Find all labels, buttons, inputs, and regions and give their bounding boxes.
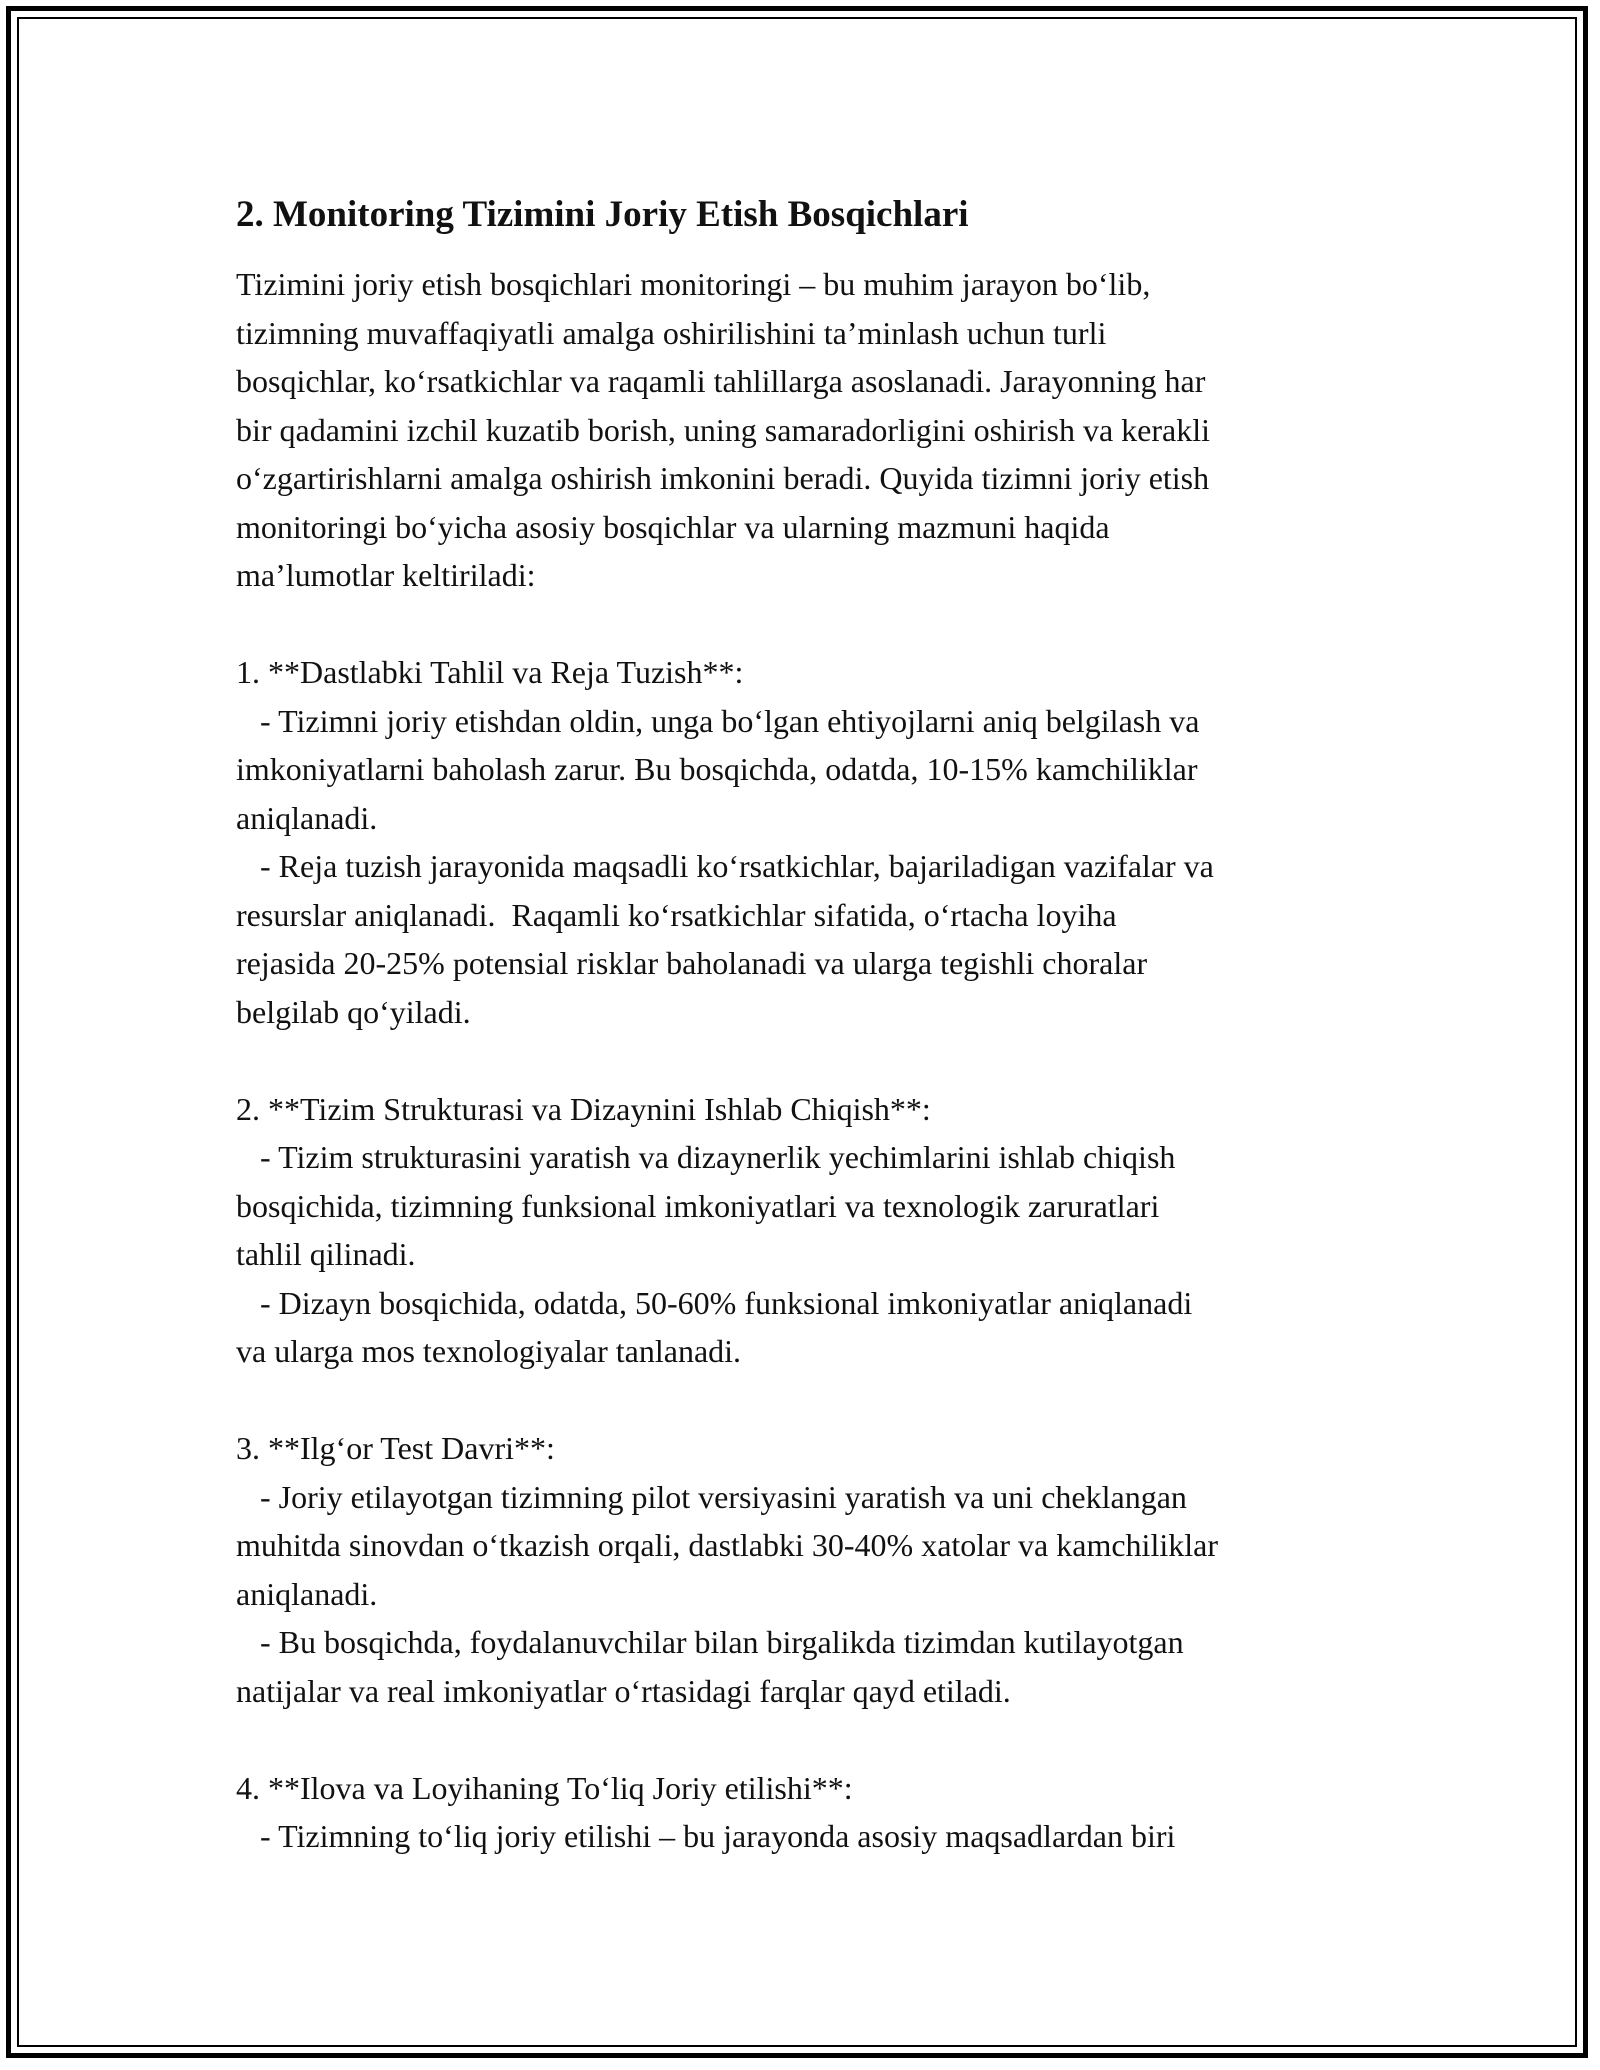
section-line: belgilab qo‘yiladi.: [236, 993, 471, 1030]
intro-line: bosqichlar, ko‘rsatkichlar va raqamli tahlillarga asoslanadi. Jarayonning har: [236, 363, 1206, 399]
section-line: - Tizimning to‘liq joriy etilishi – bu jarayonda asosiy maqsadlardan biri: [236, 1818, 1176, 1854]
intro-line: monitoringi bo‘yicha asosiy bosqichlar va ularning mazmuni haqida: [236, 508, 1110, 545]
section-line: muhitda sinovdan o‘tkazish orqali, dastlabki 30-40% xatolar va kamchiliklar: [236, 1527, 1218, 1563]
section-line: - Tizimni joriy etishdan oldin, unga bo‘lgan ehtiyojlarni aniq belgilash va: [236, 702, 1200, 739]
section-line: rejasida 20-25% potensial risklar baholanadi va ularga tegishli choralar: [236, 945, 1148, 981]
page-title: 2. Monitoring Tizimini Joriy Etish Bosqichlari: [236, 194, 969, 235]
intro-line: tizimning muvaffaqiyatli amalga oshirilishini ta’minlash uchun turli: [236, 314, 1107, 351]
section-line: aniqlanadi.: [236, 799, 378, 836]
section-line: - Tizim strukturasini yaratish va dizaynerlik yechimlarini ishlab chiqish: [236, 1139, 1176, 1175]
section-line: - Dizayn bosqichida, odatda, 50-60% funksional imkoniyatlar aniqlanadi: [236, 1284, 1193, 1321]
section-heading: 4. **Ilova va Loyihaning To‘liq Joriy etilishi**:: [236, 1769, 853, 1806]
section-line: bosqichida, tizimning funksional imkoniyatlari va texnologik zaruratlari: [236, 1187, 1160, 1224]
section-line: va ularga mos texnologiyalar tanlanadi.: [236, 1333, 742, 1369]
section-1: [236, 648, 1386, 1036]
section-line: - Joriy etilayotgan tizimning pilot versiyasini yaratish va uni cheklangan: [236, 1478, 1187, 1515]
section-2: [236, 1085, 1386, 1376]
section-line: - Reja tuzish jarayonida maqsadli ko‘rsatkichlar, bajariladigan vazifalar va: [236, 848, 1214, 884]
intro-line: bir qadamini izchil kuzatib borish, uning samaradorligini oshirish va kerakli: [236, 411, 1210, 448]
intro-line: Tizimini joriy etish bosqichlari monitoringi – bu muhim jarayon bo‘lib,: [236, 266, 1151, 302]
section-line: tahlil qilinadi.: [236, 1236, 416, 1272]
section-line: imkoniyatlarni baholash zarur. Bu bosqichda, odatda, 10-15% kamchiliklar: [236, 751, 1198, 787]
section-heading: 1. **Dastlabki Tahlil va Reja Tuzish**:: [236, 654, 744, 690]
section-line: natijalar va real imkoniyatlar o‘rtasidagi farqlar qayd etiladi.: [236, 1672, 1011, 1709]
section-line: resurslar aniqlanadi. Raqamli ko‘rsatkichlar sifatida, o‘rtacha loyiha: [236, 896, 1117, 933]
section-line: - Bu bosqichda, foydalanuvchilar bilan birgalikda tizimdan kutilayotgan: [236, 1624, 1184, 1660]
section-4: [236, 1764, 1386, 1861]
section-3: [236, 1424, 1386, 1715]
document-body: [236, 190, 1386, 1861]
section-heading: 2. **Tizim Strukturasi va Dizaynini Ishlab Chiqish**:: [236, 1090, 931, 1127]
section-heading: 3. **Ilg‘or Test Davri**:: [236, 1430, 555, 1466]
section-line: aniqlanadi.: [236, 1575, 378, 1612]
intro-line: o‘zgartirishlarni amalga oshirish imkonini beradi. Quyida tizimni joriy etish: [236, 460, 1210, 496]
intro-paragraph: [236, 260, 1386, 600]
intro-line: ma’lumotlar keltiriladi:: [236, 557, 536, 593]
